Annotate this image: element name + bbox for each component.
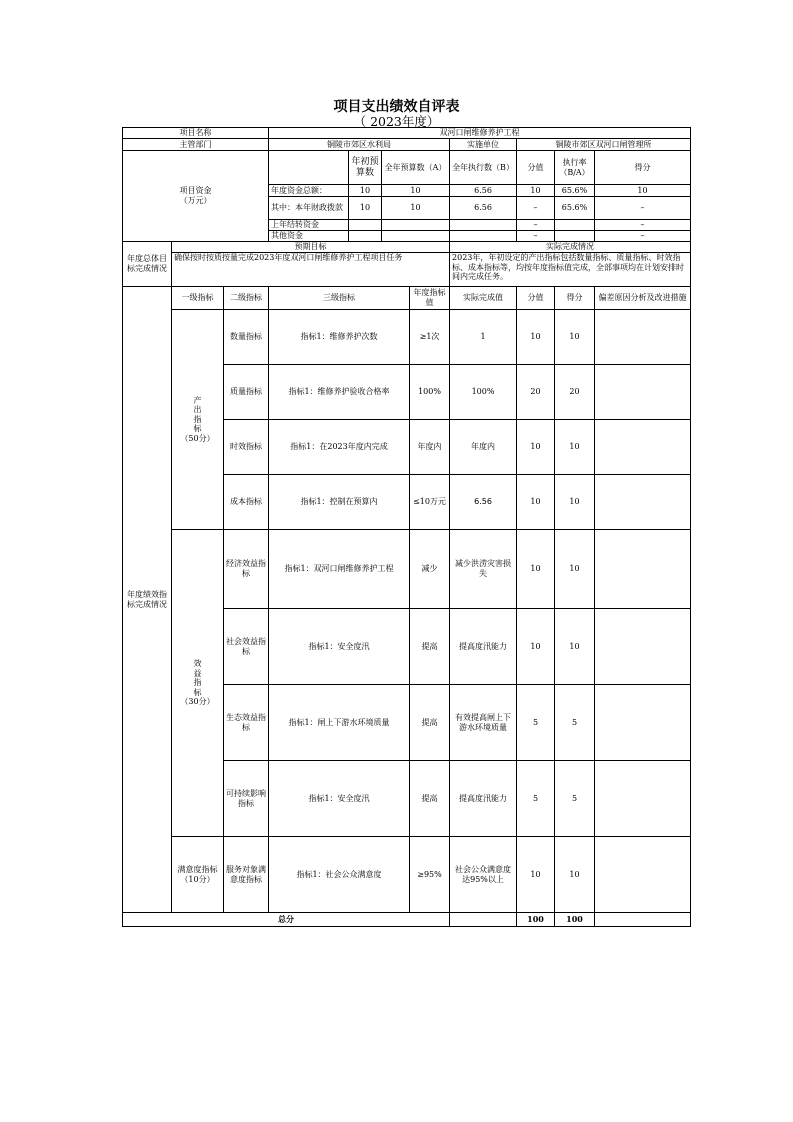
- level2-cell: 可持续影响指标: [224, 761, 269, 837]
- score-value-cell: 10: [517, 609, 555, 685]
- funds-row-label: 上年结转资金: [269, 220, 349, 231]
- funds-row-score: –: [595, 231, 691, 242]
- funds-row-executed: [450, 231, 517, 242]
- funds-row-rate: 65.6%: [555, 197, 595, 220]
- funds-row-initial: [349, 220, 382, 231]
- level2-cell: 服务对象满意度指标: [224, 837, 269, 913]
- project-name-value: 双河口闸维修养护工程: [269, 128, 691, 139]
- funds-row-label: 其他资金: [269, 231, 349, 242]
- reason-cell: [595, 420, 691, 475]
- funds-row-executed: 6.56: [450, 185, 517, 197]
- funds-row-score: 10: [595, 185, 691, 197]
- target-cell: 提高: [410, 761, 450, 837]
- funds-row-score: –: [595, 220, 691, 231]
- actual-cell: 100%: [450, 365, 517, 420]
- target-cell: 提高: [410, 609, 450, 685]
- level2-cell: 生态效益指标: [224, 685, 269, 761]
- score-cell: 5: [555, 761, 595, 837]
- unit-label: 实施单位: [450, 139, 517, 151]
- goals-header-row: [123, 242, 691, 253]
- level3-cell: 指标1：在2023年度内完成: [269, 420, 410, 475]
- score-cell: 20: [555, 365, 595, 420]
- level3-cell: 指标1：安全度汛: [269, 761, 410, 837]
- level2-cell: 质量指标: [224, 365, 269, 420]
- actual-cell: 有效提高闸上下游水环境质量: [450, 685, 517, 761]
- score-value-cell: 10: [517, 837, 555, 913]
- score-cell: 10: [555, 310, 595, 365]
- level3-cell: 指标1：控制在预算内: [269, 475, 410, 530]
- header-score-value: 分值: [517, 287, 555, 310]
- funds-row-full-budget: 10: [382, 185, 450, 197]
- page-subtitle: （ 2023年度）: [353, 114, 440, 129]
- level2-cell: 成本指标: [224, 475, 269, 530]
- reason-cell: [595, 475, 691, 530]
- level3-cell: 指标1：维修养护验收合格率: [269, 365, 410, 420]
- funds-row-executed: 6.56: [450, 197, 517, 220]
- reason-cell: [595, 685, 691, 761]
- header-level1: 一级指标: [172, 287, 224, 310]
- actual-cell: 6.56: [450, 475, 517, 530]
- score-cell: 10: [555, 530, 595, 609]
- header-score: 得分: [555, 287, 595, 310]
- level2-cell: 经济效益指标: [224, 530, 269, 609]
- score-value-cell: 20: [517, 365, 555, 420]
- total-label: 总分: [123, 913, 450, 927]
- total-blank: [450, 913, 517, 927]
- indicator-row: [123, 837, 691, 913]
- funds-row-score-value: –: [517, 197, 555, 220]
- funds-row-rate: [555, 231, 595, 242]
- funds-row-full-budget: [382, 231, 450, 242]
- goals-expected: 确保按时按质按量完成2023年度双河口闸维修养护工程项目任务: [172, 253, 450, 287]
- total-row: [123, 913, 691, 927]
- funds-row-rate: 65.6%: [555, 185, 595, 197]
- actual-cell: 社会公众满意度达95%以上: [450, 837, 517, 913]
- funds-row-label: 其中：本年财政拨款: [269, 197, 349, 220]
- level3-cell: 指标1：安全度汛: [269, 609, 410, 685]
- level3-cell: 指标1：双河口闸维修养护工程: [269, 530, 410, 609]
- funds-row-initial: [349, 231, 382, 242]
- reason-cell: [595, 530, 691, 609]
- score-value-cell: 5: [517, 685, 555, 761]
- header-actual: 实际完成值: [450, 287, 517, 310]
- funds-row-full-budget: 10: [382, 197, 450, 220]
- reason-cell: [595, 837, 691, 913]
- score-value-cell: 10: [517, 310, 555, 365]
- level3-cell: 指标1：社会公众满意度: [269, 837, 410, 913]
- performance-header-row: [123, 287, 691, 310]
- funds-row-score-value: –: [517, 231, 555, 242]
- goals-label: 年度总体目标完成情况: [123, 242, 172, 287]
- funds-header-executed: 全年执行数（B）: [450, 151, 517, 185]
- level2-cell: 社会效益指标: [224, 609, 269, 685]
- funds-header-score: 得分: [595, 151, 691, 185]
- score-value-cell: 10: [517, 475, 555, 530]
- output-indicators-label: 产 出 指 标 （50分）: [172, 310, 224, 530]
- funds-row-initial: 10: [349, 197, 382, 220]
- unit-value: 铜陵市郊区双河口闸管理所: [517, 139, 691, 151]
- actual-cell: 年度内: [450, 420, 517, 475]
- level3-cell: 指标1：维修养护次数: [269, 310, 410, 365]
- score-value-cell: 5: [517, 761, 555, 837]
- actual-cell: 1: [450, 310, 517, 365]
- funds-header-initial: 年初预算数: [349, 151, 382, 185]
- header-target: 年度指标值: [410, 287, 450, 310]
- evaluation-table: [122, 127, 691, 927]
- target-cell: ≥95%: [410, 837, 450, 913]
- score-value-cell: 10: [517, 420, 555, 475]
- benefit-indicators-label: 效 益 指 标 （30分）: [172, 530, 224, 837]
- dept-label: 主管部门: [123, 139, 269, 151]
- performance-label: 年度绩效指标完成情况: [123, 287, 172, 913]
- funds-header-rate: 执行率（B/A）: [555, 151, 595, 185]
- target-cell: 100%: [410, 365, 450, 420]
- funds-header-score-value: 分值: [517, 151, 555, 185]
- funds-row-initial: 10: [349, 185, 382, 197]
- funds-row-executed: [450, 220, 517, 231]
- total-score-value: 100: [517, 913, 555, 927]
- reason-cell: [595, 761, 691, 837]
- total-score: 100: [555, 913, 595, 927]
- goals-actual: 2023年，年初设定的产出指标包括数量指标、质量指标、时效指标、成本指标等，均按年度指标值完成，全部事项均在计划安排时间内完成任务。: [450, 253, 691, 287]
- target-cell: 年度内: [410, 420, 450, 475]
- total-reason: [595, 913, 691, 927]
- goals-expected-label: 预期目标: [172, 242, 450, 253]
- goals-content-row: [123, 253, 691, 287]
- funds-label: 项目资金 （万元）: [123, 151, 269, 242]
- score-cell: 10: [555, 475, 595, 530]
- target-cell: 减少: [410, 530, 450, 609]
- indicator-row: [123, 310, 691, 365]
- score-cell: 10: [555, 609, 595, 685]
- reason-cell: [595, 365, 691, 420]
- goals-actual-label: 实际完成情况: [450, 242, 691, 253]
- funds-header-full-budget: 全年预算数（A）: [382, 151, 450, 185]
- satisfaction-indicators-label: 满意度指标 （10分）: [172, 837, 224, 913]
- project-name-label: 项目名称: [123, 128, 269, 139]
- header-reason: 偏差原因分析及改进措施: [595, 287, 691, 310]
- funds-header-blank: [269, 151, 349, 185]
- dept-row: [123, 139, 691, 151]
- level2-cell: 数量指标: [224, 310, 269, 365]
- funds-row-label: 年度资金总额：: [269, 185, 349, 197]
- funds-row-score-value: 10: [517, 185, 555, 197]
- project-name-row: [123, 128, 691, 139]
- page-title: 项目支出绩效自评表: [333, 99, 460, 115]
- score-value-cell: 10: [517, 530, 555, 609]
- reason-cell: [595, 609, 691, 685]
- score-cell: 10: [555, 837, 595, 913]
- reason-cell: [595, 310, 691, 365]
- score-cell: 5: [555, 685, 595, 761]
- target-cell: ≥1次: [410, 310, 450, 365]
- indicator-row: [123, 530, 691, 609]
- target-cell: ≤10万元: [410, 475, 450, 530]
- funds-row-score-value: –: [517, 220, 555, 231]
- actual-cell: 提高度汛能力: [450, 609, 517, 685]
- funds-row-full-budget: [382, 220, 450, 231]
- dept-value: 铜陵市郊区水利局: [269, 139, 450, 151]
- funds-header-row: [123, 151, 691, 185]
- header-level3: 三级指标: [269, 287, 410, 310]
- actual-cell: 减少洪涝灾害损失: [450, 530, 517, 609]
- level2-cell: 时效指标: [224, 420, 269, 475]
- funds-row-rate: [555, 220, 595, 231]
- target-cell: 提高: [410, 685, 450, 761]
- score-cell: 10: [555, 420, 595, 475]
- funds-row-score: –: [595, 197, 691, 220]
- level3-cell: 指标1：闸上下游水环境质量: [269, 685, 410, 761]
- header-level2: 二级指标: [224, 287, 269, 310]
- actual-cell: 提高度汛能力: [450, 761, 517, 837]
